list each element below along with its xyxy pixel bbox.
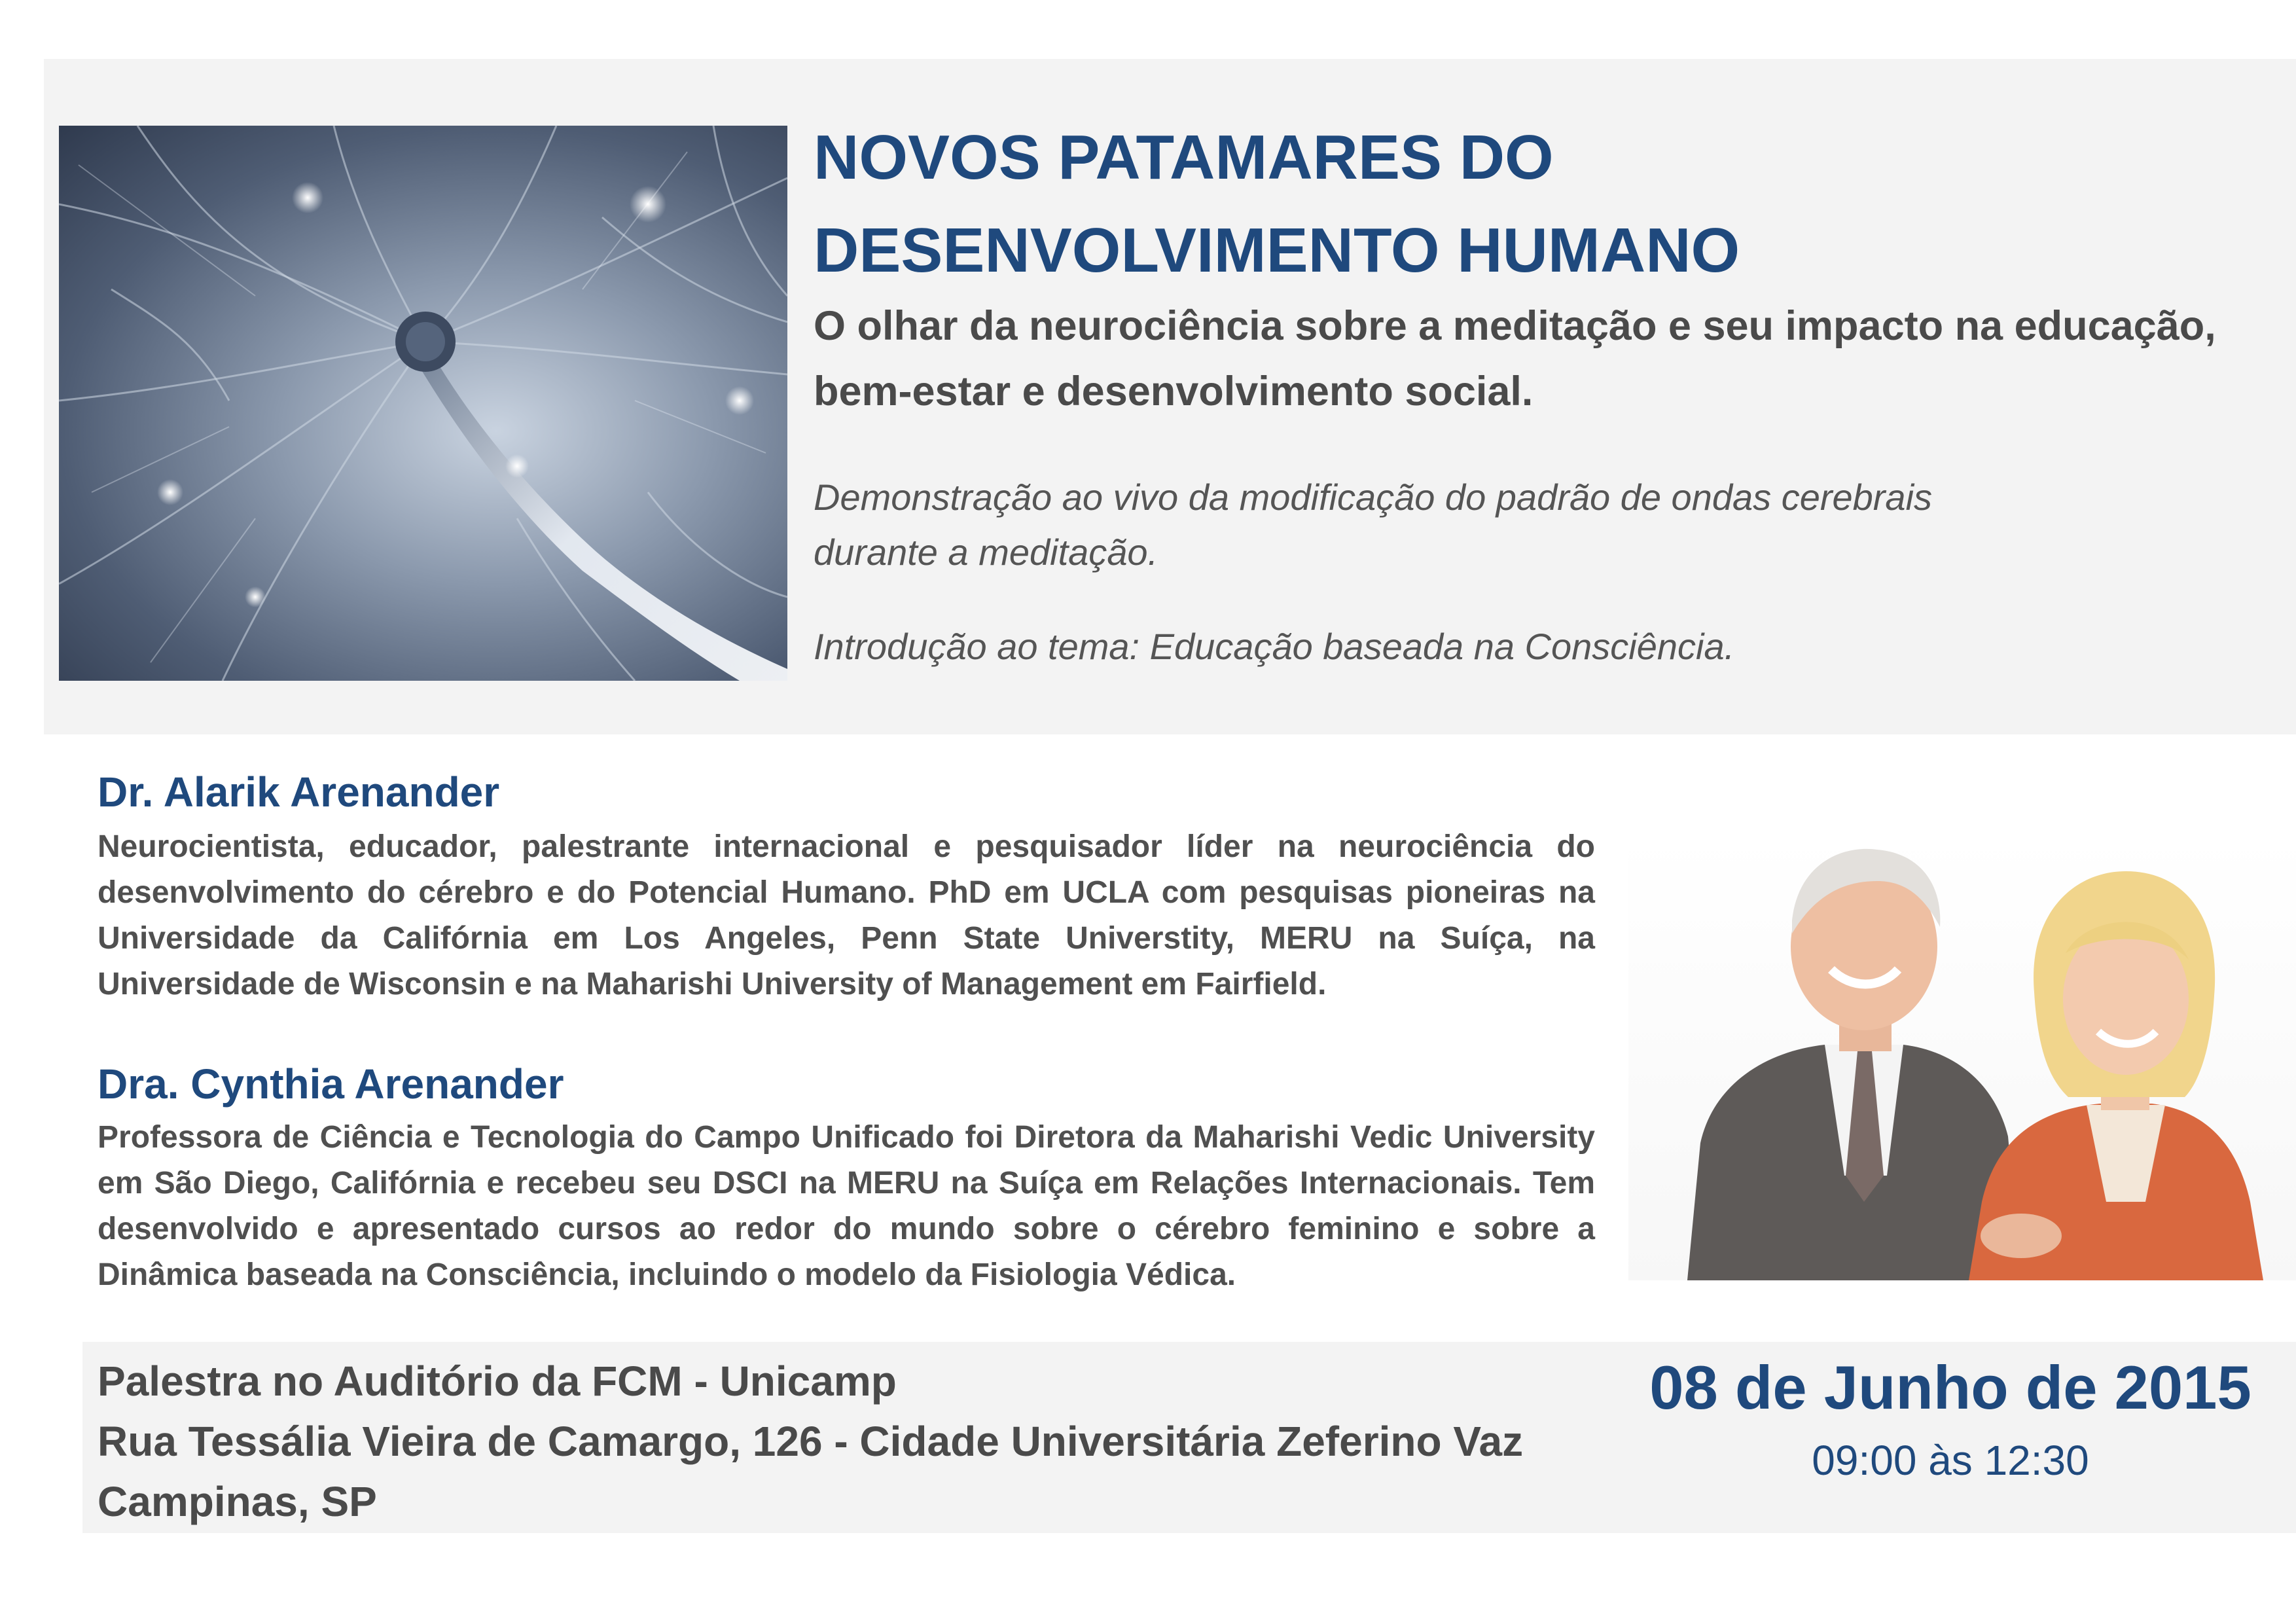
bio-line: feminino e sobre a Dinâmica baseada na Consciência, incluindo o modelo da Fisiologia Védica. bbox=[98, 1212, 1595, 1292]
bio-line: na Universidade da Califórnia em Los Angeles, Penn State Universtity, MERU na Suíça, na bbox=[98, 875, 1595, 956]
demo-line-1: Demonstração ao vivo da modificação do padrão de ondas cerebrais bbox=[814, 477, 1933, 518]
speaker-name-alarik: Dr. Alarik Arenander bbox=[98, 768, 500, 816]
event-time: 09:00 às 12:30 bbox=[1812, 1437, 2089, 1484]
speaker-bio-cynthia bbox=[98, 1115, 1595, 1298]
speaker-name-cynthia: Dra. Cynthia Arenander bbox=[98, 1060, 564, 1108]
speakers-photo bbox=[1628, 835, 2296, 1280]
demo-line-2: durante a meditação. bbox=[814, 532, 1158, 573]
bio-line: Internacionais. Tem desenvolvido e apresentado cursos ao redor do mundo sobre o cérebro bbox=[98, 1166, 1595, 1246]
speaker-bio-alarik bbox=[98, 824, 1595, 1007]
subtitle-line-1: O olhar da neurociência sobre a meditação e seu impacto na educação, bbox=[814, 303, 2216, 349]
bio-line: Neurocientista, educador, palestrante internacional e pesquisador líder na neurociência do bbox=[98, 829, 1595, 864]
subtitle-line-2: bem-estar e desenvolvimento social. bbox=[814, 369, 1534, 414]
venue-name: Palestra no Auditório da FCM - Unicamp bbox=[98, 1358, 897, 1405]
page-title bbox=[814, 111, 2253, 297]
bio-line: Universidade de Wisconsin e na Maharishi University of Management em Fairfield. bbox=[98, 967, 1327, 1001]
bio-line: Professora de Ciência e Tecnologia do Campo Unificado foi Diretora da Maharishi Vedic bbox=[98, 1120, 1433, 1155]
intro-note: Introdução ao tema: Educação baseada na Consciência. bbox=[814, 626, 1735, 667]
venue-address: Rua Tessália Vieira de Camargo, 126 - Cidade Universitária Zeferino Vaz bbox=[98, 1418, 1524, 1465]
neuron-network-image bbox=[59, 126, 787, 681]
venue-city: Campinas, SP bbox=[98, 1478, 377, 1525]
title-line-1: NOVOS PATAMARES DO bbox=[814, 122, 1554, 192]
subtitle bbox=[814, 293, 2280, 424]
demo-note bbox=[814, 470, 2253, 580]
bio-line: University em São Diego, Califórnia e recebeu seu DSCI na MERU na Suíça em Relações bbox=[98, 1120, 1595, 1200]
event-date: 08 de Junho de 2015 bbox=[1649, 1353, 2251, 1422]
bio-line: desenvolvimento do cérebro e do Potencial Humano. PhD em UCLA com pesquisas pioneiras bbox=[98, 875, 1546, 910]
title-line-2: DESENVOLVIMENTO HUMANO bbox=[814, 215, 1740, 285]
